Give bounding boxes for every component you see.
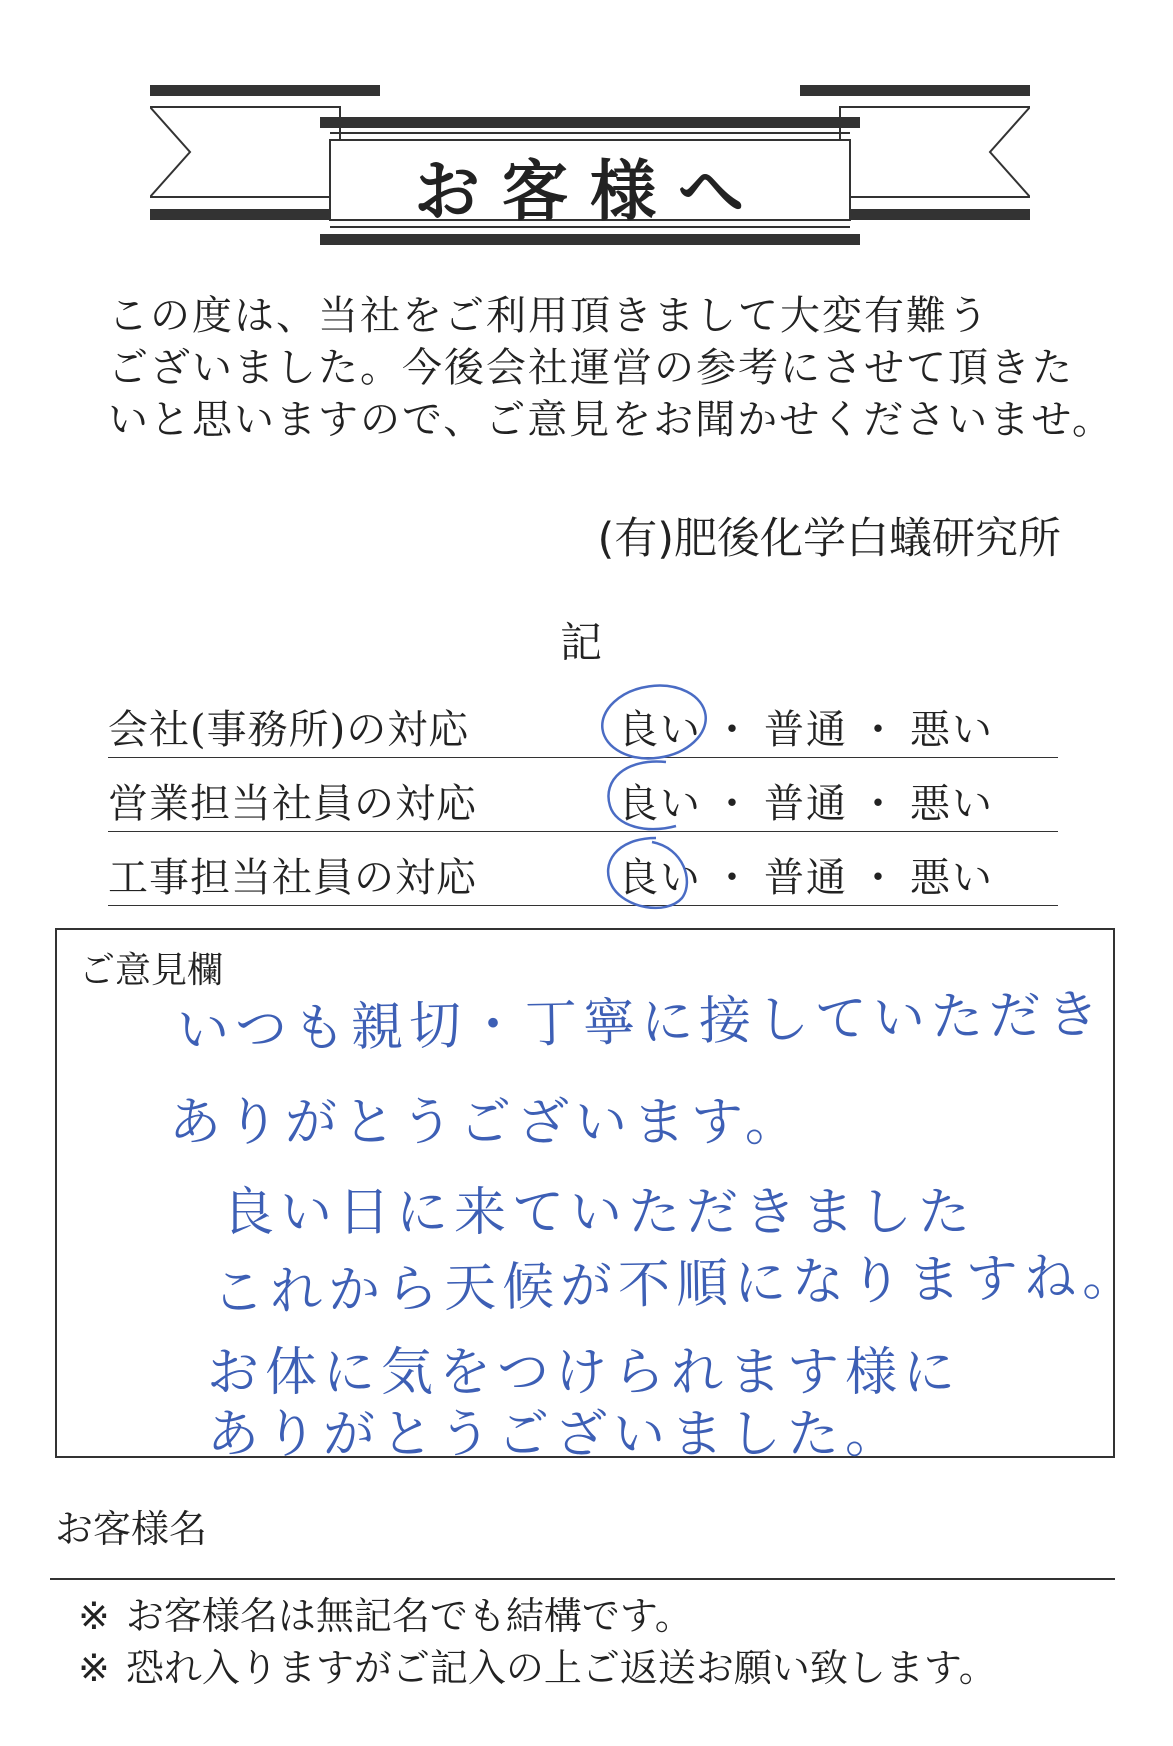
rating-label: 営業担当社員の対応	[108, 781, 477, 827]
option-bad[interactable]: 悪い	[910, 707, 994, 753]
rating-row-sales	[108, 758, 1058, 832]
page-title: お客様へ	[414, 151, 766, 230]
handwriting-line: お体に気をつけられます様に	[207, 1343, 962, 1403]
rating-options: 良い ・ 普通 ・ 悪い	[618, 698, 994, 755]
rating-options: 良い ・ 普通 ・ 悪い	[618, 846, 994, 903]
handwriting-line: これから天候が不順になりますね。	[211, 1246, 1141, 1323]
note-mark: ※	[78, 1646, 110, 1690]
note-text: お客様名は無記名でも結構です。	[125, 1594, 693, 1638]
customer-name-label: お客様名	[55, 1507, 208, 1551]
intro-text	[108, 290, 1114, 446]
opinion-label: ご意見欄	[79, 950, 224, 991]
handwritten-comment	[57, 930, 1141, 1465]
intro-line: ございました。今後会社運営の参考にさせて頂きた	[108, 345, 1074, 391]
option-good[interactable]: 良い	[618, 855, 702, 901]
option-bad[interactable]: 悪い	[910, 855, 994, 901]
note-line	[78, 1590, 997, 1642]
option-normal[interactable]: 普通	[764, 781, 848, 827]
note-mark: ※	[78, 1594, 110, 1638]
option-normal[interactable]: 普通	[764, 707, 848, 753]
intro-line: いと思いますので、ご意見をお聞かせくださいませ。	[108, 397, 1114, 443]
option-good[interactable]: 良い	[618, 707, 702, 753]
option-good[interactable]: 良い	[618, 781, 702, 827]
option-normal[interactable]: 普通	[764, 855, 848, 901]
rating-row-office	[108, 684, 1058, 758]
rating-options: 良い ・ 普通 ・ 悪い	[618, 772, 994, 829]
handwriting-line: ありがとうございました。	[207, 1405, 904, 1465]
customer-name-field[interactable]	[50, 1578, 1115, 1580]
footer-notes	[78, 1590, 997, 1694]
rating-table	[108, 684, 1058, 906]
intro-line: この度は、当社をご利用頂きまして大変有難う	[108, 293, 990, 339]
opinion-box[interactable]	[55, 928, 1141, 1465]
note-line	[78, 1642, 997, 1694]
handwriting-line: ありがとうございます。	[169, 1093, 803, 1153]
handwriting-line: 良い日に来ていただきました	[222, 1183, 977, 1243]
rating-label: 工事担当社員の対応	[108, 855, 477, 901]
rating-label: 会社(事務所)の対応	[108, 707, 470, 753]
rating-row-construction	[108, 832, 1058, 906]
handwriting-line: いつも親切・丁寧に接していただき	[176, 984, 1106, 1061]
note-text: 恐れ入りますがご記入の上ご返送お願い致します。	[125, 1646, 997, 1690]
company-name: (有)肥後化学白蟻研究所	[597, 514, 1061, 564]
record-mark: 記	[560, 618, 603, 667]
option-bad[interactable]: 悪い	[910, 781, 994, 827]
